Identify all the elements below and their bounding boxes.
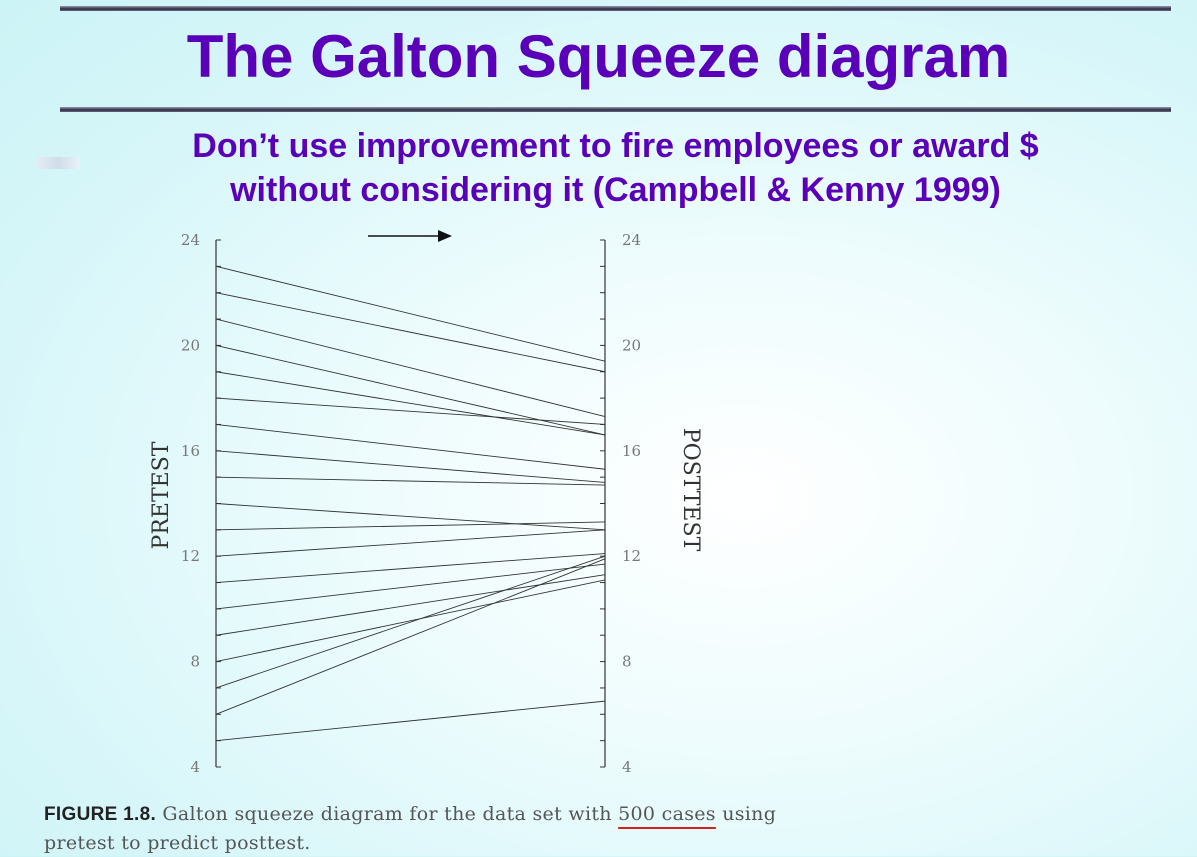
pretest-tick-label: 4	[190, 758, 200, 776]
squeeze-line	[216, 564, 605, 609]
squeeze-line	[216, 575, 605, 636]
squeeze-line	[216, 293, 605, 372]
subtitle-line-1: Don’t use improvement to fire employees or award $	[192, 127, 1039, 165]
pretest-tick-label: 8	[190, 652, 200, 671]
squeeze-line	[216, 530, 605, 556]
caption-highlighted-text: 500 cases	[618, 803, 716, 825]
posttest-tick-label: 8	[622, 652, 632, 671]
squeeze-line	[216, 701, 605, 741]
caption-text-after: using	[722, 803, 777, 825]
squeeze-line	[216, 556, 605, 688]
squeeze-line	[216, 477, 605, 485]
slide-title: The Galton Squeeze diagram	[186, 23, 1011, 90]
subtitle-line-2: without considering it (Campbell & Kenny 1999)	[230, 171, 1001, 209]
squeeze-line	[216, 424, 605, 469]
figure-caption	[44, 800, 944, 857]
posttest-tick-label: 4	[622, 758, 632, 776]
caption-line-2: pretest to predict posttest.	[44, 832, 311, 854]
squeeze-line	[216, 372, 605, 435]
title-top-rule	[60, 6, 1171, 11]
squeeze-line	[216, 559, 605, 714]
posttest-tick-label: 16	[622, 441, 642, 460]
slide-subtitle	[60, 124, 1171, 212]
title-bottom-rule	[60, 107, 1171, 112]
pretest-tick-label: 16	[180, 441, 200, 460]
posttest-axis-label: POSTTEST	[678, 427, 703, 552]
squeeze-line	[216, 266, 605, 361]
caption-text-before: Galton squeeze diagram for the data set with	[162, 803, 612, 825]
direction-arrow-head	[438, 230, 452, 242]
squeeze-line	[216, 451, 605, 483]
posttest-tick-label: 20	[622, 336, 642, 355]
figure-label: FIGURE 1.8.	[44, 804, 157, 825]
pretest-tick-label: 20	[180, 336, 200, 355]
pretest-tick-label: 12	[180, 547, 200, 566]
posttest-tick-label: 24	[622, 231, 642, 249]
pretest-tick-label: 24	[180, 231, 200, 249]
squeeze-line	[216, 345, 605, 435]
squeeze-line	[216, 554, 605, 583]
squeeze-line	[216, 580, 605, 662]
galton-squeeze-chart	[140, 225, 740, 785]
pretest-axis-label: PRETEST	[149, 441, 174, 550]
posttest-tick-label: 12	[622, 547, 642, 566]
